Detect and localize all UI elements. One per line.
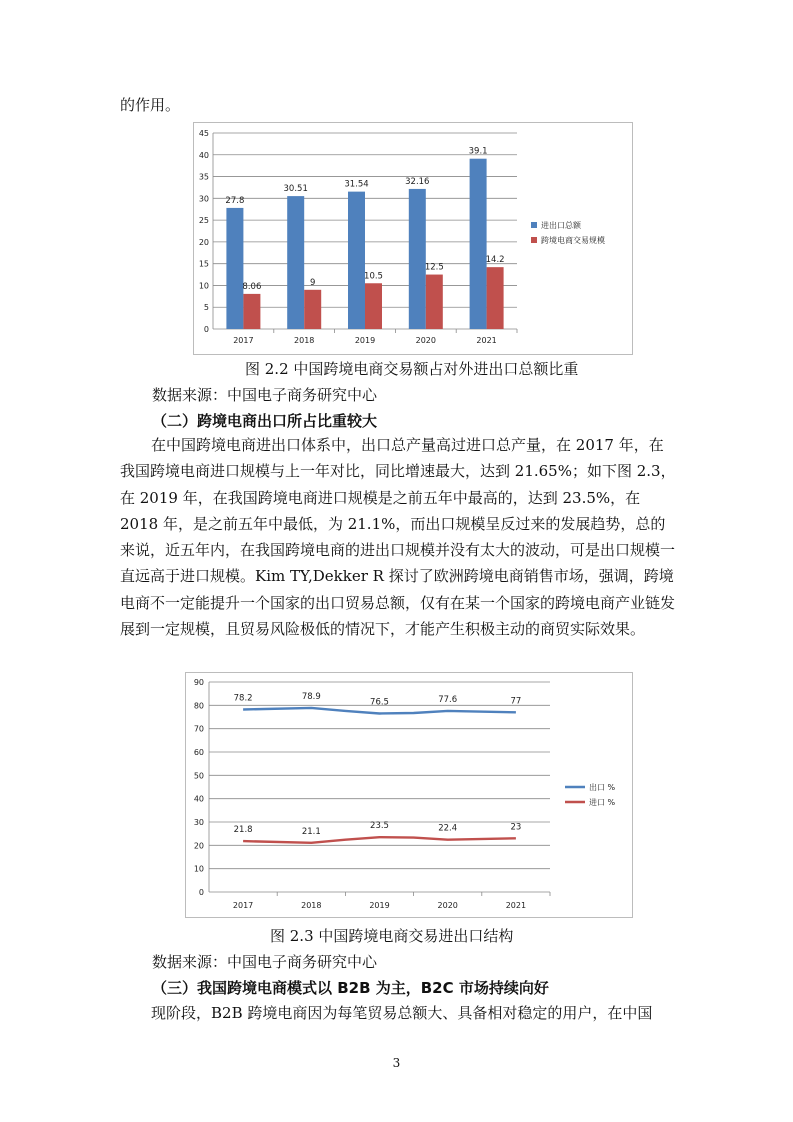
bar — [365, 283, 382, 329]
y-tick-label: 10 — [193, 864, 204, 874]
y-tick-label: 40 — [193, 794, 204, 804]
data-label: 23 — [510, 822, 522, 833]
x-tick-label: 2017 — [232, 901, 254, 910]
x-tick-label: 2020 — [437, 901, 458, 910]
y-tick-label: 30 — [193, 818, 204, 827]
intro-tail: 的作用。 — [120, 96, 181, 114]
x-tick-label: 2021 — [476, 336, 497, 345]
data-label: 10.5 — [364, 271, 383, 282]
y-tick-label: 20 — [193, 841, 204, 851]
y-tick-label: 60 — [193, 748, 204, 757]
data-label: 9 — [309, 277, 316, 288]
x-tick-label: 2018 — [301, 901, 322, 910]
x-tick-label: 2018 — [294, 336, 315, 345]
data-label: 78.2 — [233, 693, 253, 704]
data-label: 78.9 — [301, 691, 321, 702]
figure-2-3-source: 数据来源：中国电子商务研究中心 — [152, 953, 378, 971]
legend-swatch — [531, 222, 537, 228]
y-tick-label: 35 — [198, 172, 209, 182]
figure-2-2-caption: 图 2.2 中国跨境电商交易额占对外进出口总额比重 — [245, 360, 579, 378]
y-tick-label: 45 — [198, 129, 209, 138]
x-tick-label: 2017 — [233, 336, 254, 345]
data-label: 27.8 — [225, 195, 245, 206]
bar — [426, 275, 443, 329]
legend-label: 进出口总额 — [541, 221, 581, 230]
legend-swatch — [531, 237, 537, 243]
data-label: 39.1 — [468, 146, 488, 157]
data-label: 8.06 — [242, 281, 262, 292]
data-label: 14.2 — [485, 255, 505, 266]
data-label: 76.5 — [370, 697, 389, 708]
bar — [243, 294, 260, 329]
x-tick-label: 2021 — [505, 901, 527, 910]
x-tick-label: 2019 — [369, 901, 390, 910]
legend-label: 出口 % — [589, 783, 616, 792]
figure-2-2-source: 数据来源：中国电子商务研究中心 — [152, 386, 378, 404]
data-label: 12.5 — [424, 262, 444, 273]
y-tick-label: 90 — [193, 678, 204, 687]
bar — [487, 267, 504, 329]
section-3-heading: （三）我国跨境电商模式以 B2B 为主，B2C 市场持续向好 — [152, 979, 549, 997]
bar — [304, 290, 321, 329]
bar — [409, 189, 426, 329]
y-tick-label: 70 — [193, 724, 204, 734]
data-label: 77 — [510, 696, 522, 707]
y-tick-label: 15 — [198, 259, 209, 269]
x-tick-label: 2019 — [354, 336, 376, 345]
data-label: 21.8 — [233, 825, 253, 836]
bar — [226, 208, 243, 329]
bar — [287, 196, 304, 329]
y-tick-label: 25 — [198, 216, 209, 226]
data-label: 22.4 — [438, 823, 458, 834]
y-tick-label: 80 — [193, 701, 204, 711]
page-number: 3 — [392, 1056, 401, 1070]
y-tick-label: 0 — [203, 325, 209, 334]
bar — [470, 159, 487, 329]
y-tick-label: 20 — [198, 237, 209, 247]
data-label: 31.54 — [344, 179, 369, 190]
bar-chart-trade-share — [193, 122, 633, 355]
y-tick-label: 0 — [198, 888, 204, 897]
data-label: 30.51 — [283, 184, 308, 195]
data-label: 32.16 — [405, 176, 430, 187]
bar — [348, 192, 365, 329]
y-tick-label: 40 — [198, 150, 209, 160]
data-label: 77.6 — [438, 694, 458, 705]
x-tick-label: 2020 — [415, 336, 436, 345]
y-tick-label: 10 — [198, 281, 209, 291]
legend-label: 进口 % — [589, 798, 616, 807]
section-3-paragraph: 现阶段，B2B 跨境电商因为每笔贸易总额大、具备相对稳定的用户，在中国 — [151, 1004, 653, 1022]
line-chart-import-export — [185, 672, 633, 918]
y-tick-label: 50 — [193, 771, 204, 781]
data-label: 21.1 — [301, 826, 321, 837]
figure-2-3-caption: 图 2.3 中国跨境电商交易进出口结构 — [270, 927, 514, 945]
data-label: 23.5 — [370, 821, 389, 832]
y-tick-label: 30 — [198, 194, 209, 204]
section-2-heading: （二）跨境电商出口所占比重较大 — [152, 412, 378, 430]
legend-label: 跨境电商交易规模 — [541, 236, 605, 245]
section-2-paragraph: 在中国跨境电商进出口体系中，出口总产量高过进口总产量，在 2017 年，在我国跨境电商进口规模与上一年对比，同比增速最大，达到 21.65%；如下图 2.3，在 2019 年，在我国跨境电商进口规模是之前五年中最高的，达到 23.5%，在 2018 年，是之前五年中最低，为 21.1%，而出口规模呈反过来的发展趋势，总的来说，近五年内，在我国跨境电商的进出口规模并没有太大的波动，可是出口规模一直远高于进口规模。Kim TY,Dekker R 探讨了欧洲跨境电商销售市场，强调，跨境电商不一定能提升一个国家的出口贸易总额，仅有在某一个国家的跨境电商产业链发展到一定规模，且贸易风险极低的情况下，才能产生积极主动的商贸实际效果。 — [120, 436, 676, 639]
y-tick-label: 5 — [203, 303, 209, 313]
